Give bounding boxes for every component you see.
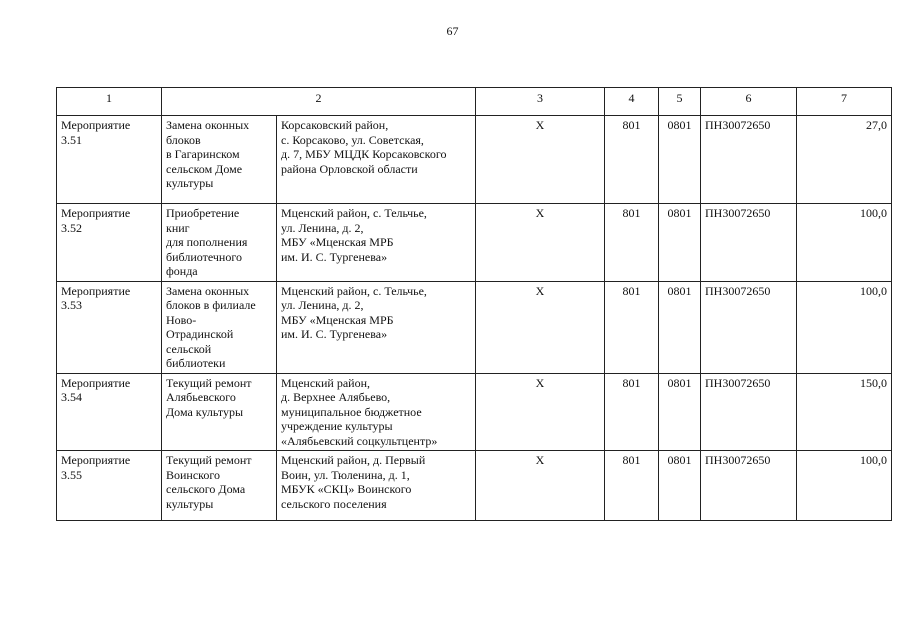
header-cell-7: 7 [797,88,892,116]
col7-cell: 100,0 [797,451,892,521]
table-row [57,116,892,204]
col4-cell: 801 [605,204,659,282]
address-cell: Корсаковский район, с. Корсаково, ул. Советская, д. 7, МБУ МЦДК Корсаковского района Орловской области [277,116,476,204]
budget-table [56,87,892,521]
col7-cell: 100,0 [797,204,892,282]
col7-cell: 150,0 [797,373,892,451]
col5-cell: 0801 [659,281,701,373]
col5-cell: 0801 [659,204,701,282]
col6-cell: ПН30072650 [701,373,797,451]
event-name-cell: Замена оконных блоков в Гагаринском сельском Доме культуры [162,116,277,204]
address-cell: Мценский район, с. Тельчье, ул. Ленина, д. 2, МБУ «Мценская МРБ им. И. С. Тургенева» [277,204,476,282]
address-cell: Мценский район, д. Верхнее Алябьево, муниципальное бюджетное учреждение культуры «Алябьевский соцкультцентр» [277,373,476,451]
table-row [57,451,892,521]
col3-cell: X [476,451,605,521]
table-header-row [57,88,892,116]
col3-cell: X [476,373,605,451]
col7-cell: 27,0 [797,116,892,204]
event-cell: Мероприятие 3.55 [57,451,162,521]
header-cell-5: 5 [659,88,701,116]
col4-cell: 801 [605,373,659,451]
col5-cell: 0801 [659,116,701,204]
col6-cell: ПН30072650 [701,451,797,521]
col6-cell: ПН30072650 [701,204,797,282]
page-number: 67 [446,24,459,38]
col6-cell: ПН30072650 [701,116,797,204]
header-cell-3: 3 [476,88,605,116]
address-cell: Мценский район, с. Тельчье, ул. Ленина, д. 2, МБУ «Мценская МРБ им. И. С. Тургенева» [277,281,476,373]
col3-cell: X [476,281,605,373]
event-cell: Мероприятие 3.52 [57,204,162,282]
header-cell-6: 6 [701,88,797,116]
event-name-cell: Замена оконных блоков в филиале Ново- Отрадинской сельской библиотеки [162,281,277,373]
col6-cell: ПН30072650 [701,281,797,373]
col7-cell: 100,0 [797,281,892,373]
event-name-cell: Текущий ремонт Алябьевского Дома культуры [162,373,277,451]
event-cell: Мероприятие 3.51 [57,116,162,204]
col4-cell: 801 [605,116,659,204]
header-cell-4: 4 [605,88,659,116]
col3-cell: X [476,204,605,282]
event-cell: Мероприятие 3.53 [57,281,162,373]
table-row [57,281,892,373]
col5-cell: 0801 [659,451,701,521]
col3-cell: X [476,116,605,204]
col5-cell: 0801 [659,373,701,451]
address-cell: Мценский район, д. Первый Воин, ул. Тюленина, д. 1, МБУК «СКЦ» Воинского сельского поселения [277,451,476,521]
event-cell: Мероприятие 3.54 [57,373,162,451]
header-cell-1: 1 [57,88,162,116]
col4-cell: 801 [605,451,659,521]
table-row [57,373,892,451]
header-cell-2: 2 [162,88,476,116]
event-name-cell: Приобретение книг для пополнения библиотечного фонда [162,204,277,282]
col4-cell: 801 [605,281,659,373]
event-name-cell: Текущий ремонт Воинского сельского Дома культуры [162,451,277,521]
table-row [57,204,892,282]
